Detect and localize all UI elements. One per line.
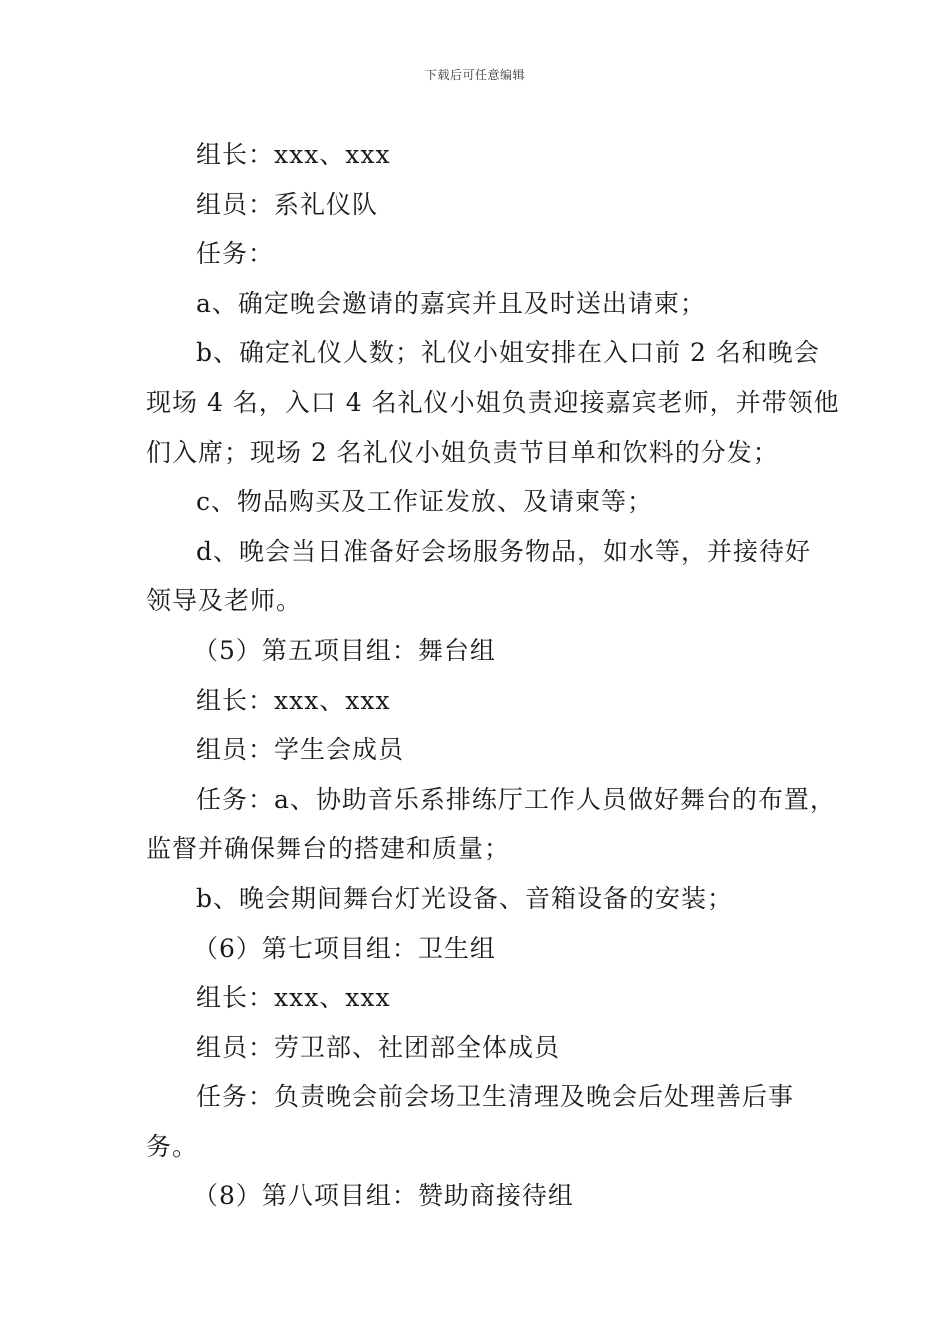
paragraph-line: b、确定礼仪人数；礼仪小姐安排在入口前 2 名和晚会 bbox=[196, 338, 820, 368]
paragraph-line: 现场 4 名，入口 4 名礼仪小姐负责迎接嘉宾老师，并带领他 bbox=[146, 387, 840, 417]
paragraph-line: 监督并确保舞台的搭建和质量； bbox=[146, 834, 511, 864]
paragraph-line: 务。 bbox=[146, 1131, 199, 1161]
paragraph-line: 任务：负责晚会前会场卫生清理及晚会后处理善后事 bbox=[196, 1082, 795, 1112]
paragraph-line: 组员：劳卫部、社团部全体成员 bbox=[196, 1032, 561, 1062]
paragraph-line: 领导及老师。 bbox=[146, 586, 303, 616]
paragraph-line: 组长：xxx、xxx bbox=[196, 983, 391, 1013]
paragraph-line: 任务：a、协助音乐系排练厅工作人员做好舞台的布置， bbox=[196, 784, 836, 814]
paragraph-line: 组员：系礼仪队 bbox=[196, 189, 379, 219]
page-header: 下载后可任意编辑 bbox=[424, 68, 525, 82]
paragraph-line: 组长：xxx、xxx bbox=[196, 685, 391, 715]
section-heading: （6）第七项目组：卫生组 bbox=[193, 933, 496, 963]
section-heading: （5）第五项目组：舞台组 bbox=[193, 635, 496, 665]
paragraph-line: 组员：学生会成员 bbox=[196, 735, 405, 765]
section-heading: （8）第八项目组：赞助商接待组 bbox=[193, 1181, 574, 1211]
paragraph-line: d、晚会当日准备好会场服务物品，如水等，并接待好 bbox=[196, 536, 812, 566]
paragraph-line: 们入席；现场 2 名礼仪小姐负责节目单和饮料的分发； bbox=[146, 437, 779, 467]
paragraph-line: c、物品购买及工作证发放、及请柬等； bbox=[196, 487, 654, 517]
document-body bbox=[146, 130, 840, 1221]
paragraph-line: b、晚会期间舞台灯光设备、音箱设备的安装； bbox=[196, 883, 734, 913]
paragraph-line: a、确定晚会邀请的嘉宾并且及时送出请柬； bbox=[196, 288, 706, 318]
paragraph-line: 组长：xxx、xxx bbox=[196, 140, 391, 169]
paragraph-line: 任务： bbox=[196, 239, 275, 269]
